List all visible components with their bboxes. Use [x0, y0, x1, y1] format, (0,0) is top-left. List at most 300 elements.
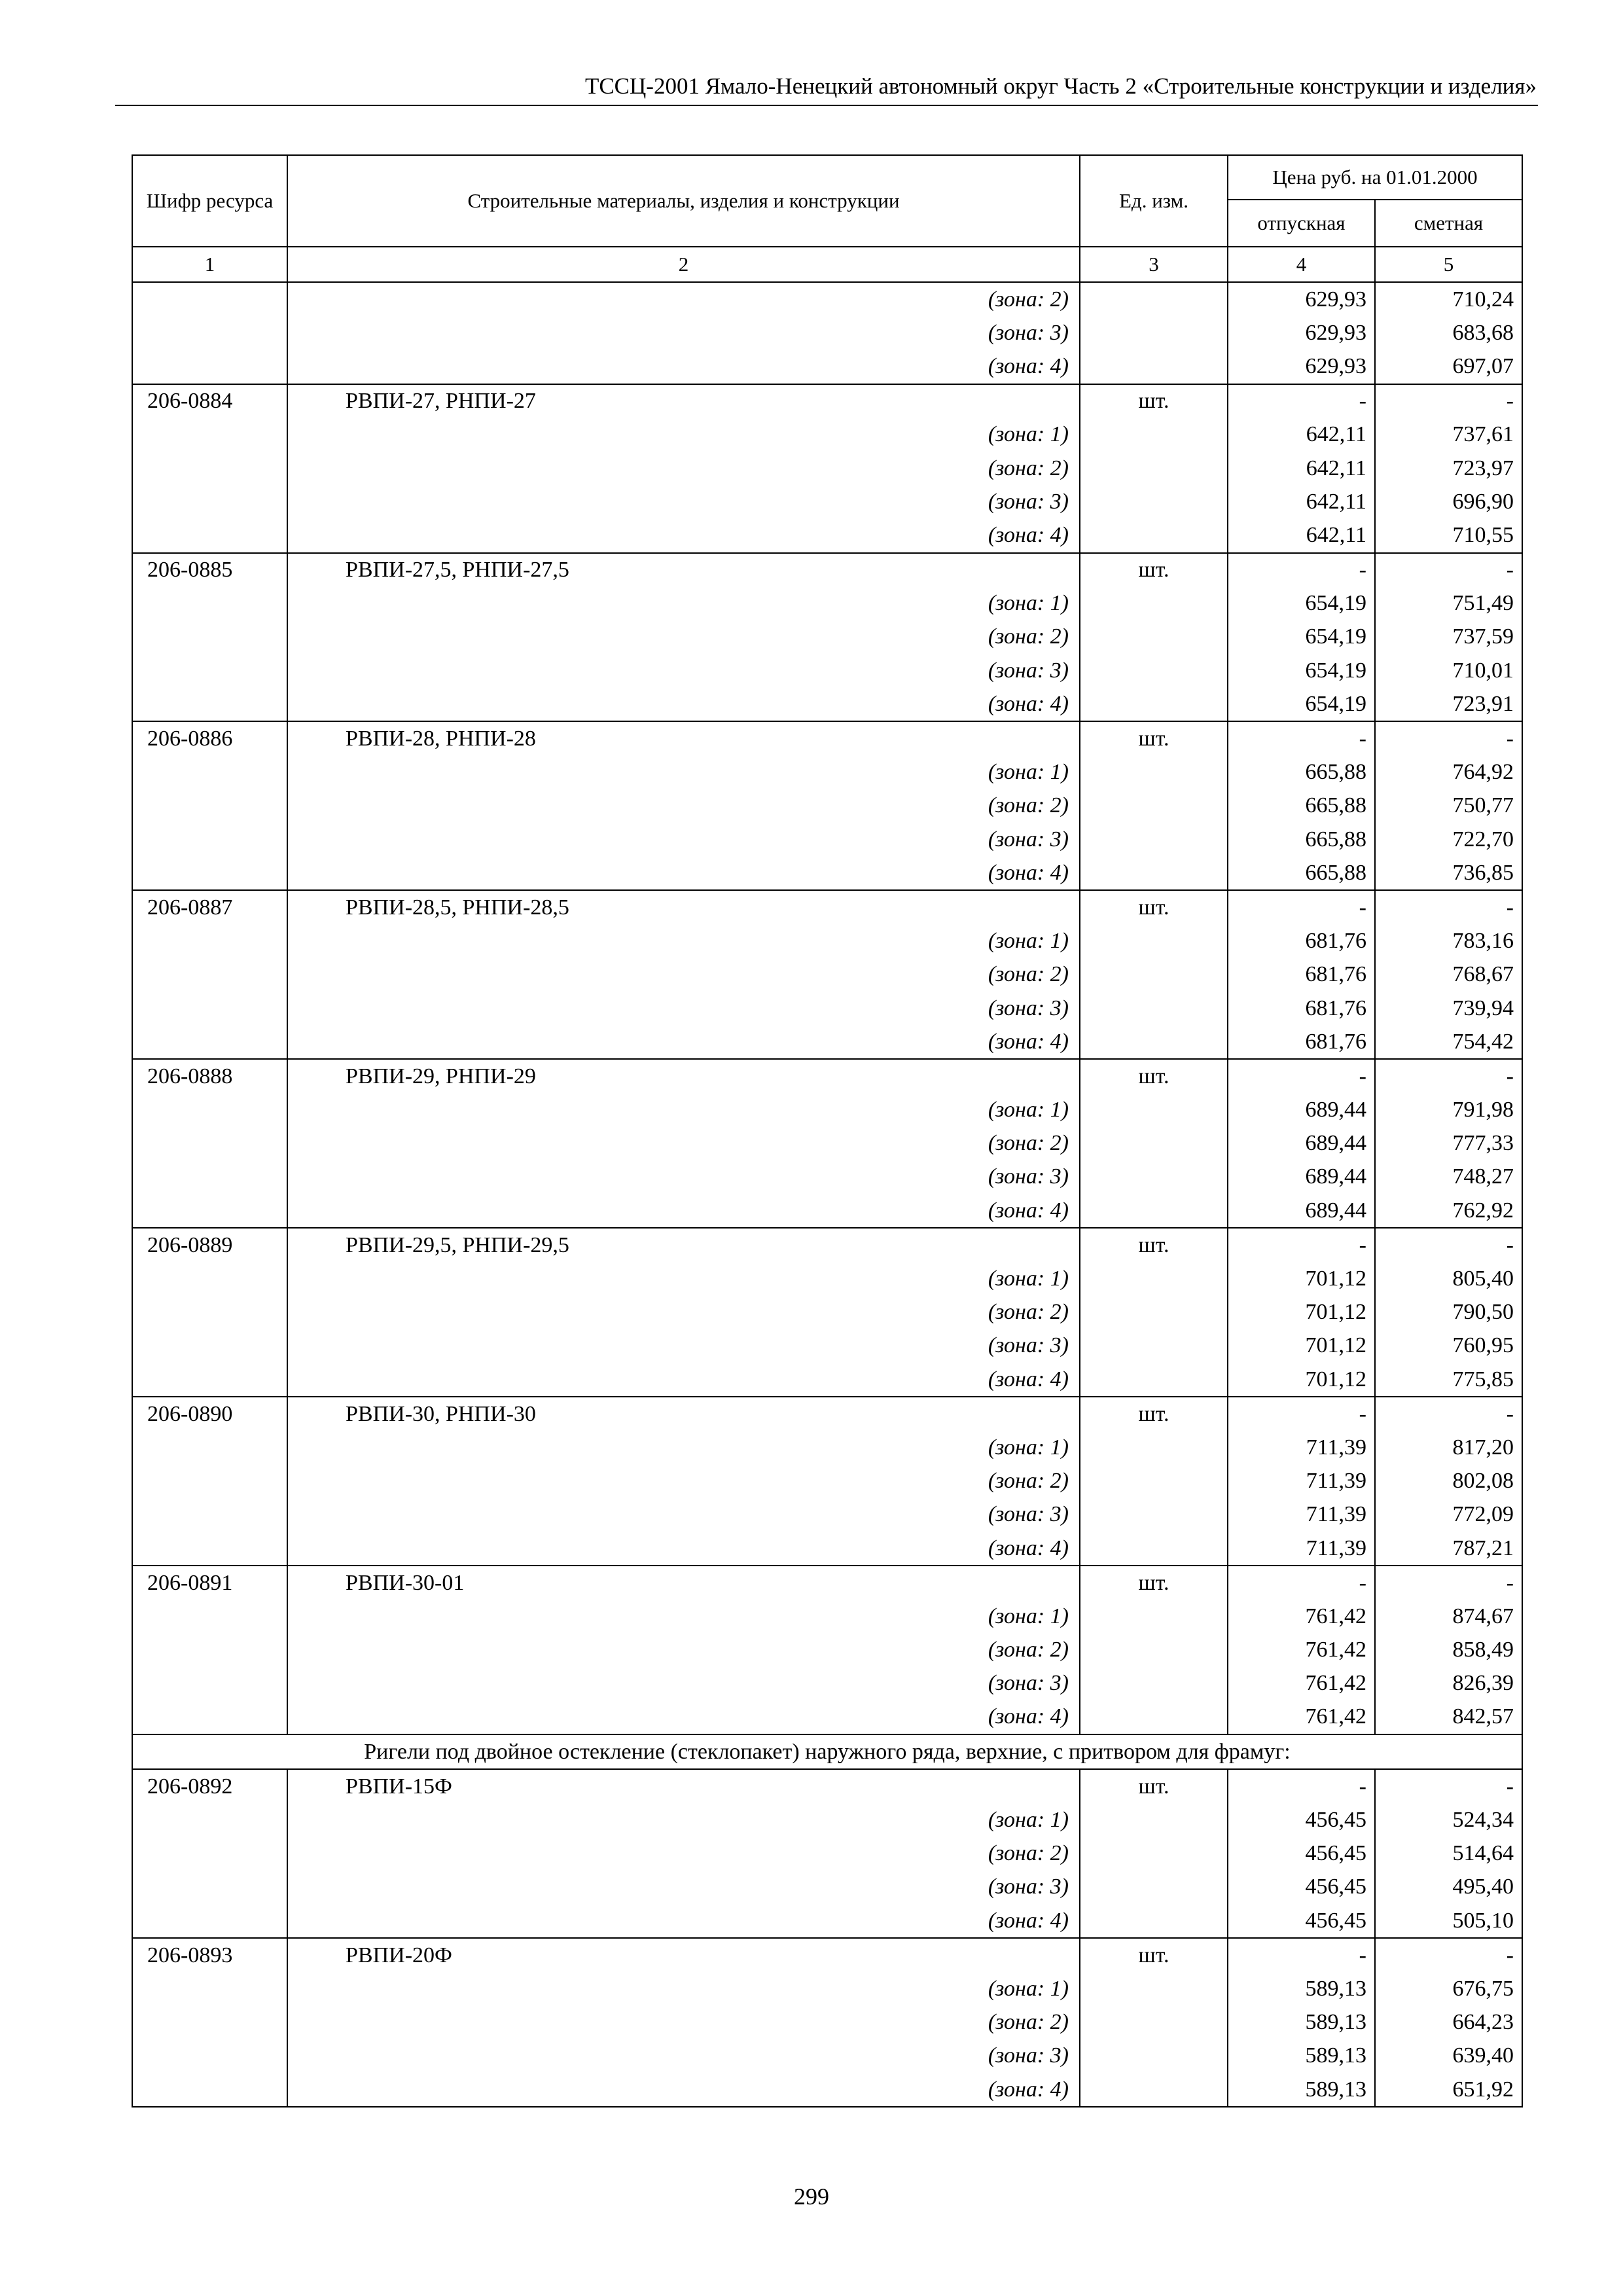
zone-row [132, 1532, 1522, 1566]
resource-row [132, 553, 1522, 587]
column-number: 1 [132, 247, 287, 282]
resource-unit [1080, 1363, 1228, 1397]
column-number: 5 [1375, 247, 1522, 282]
resource-unit: шт. [1080, 553, 1228, 587]
resource-unit [1080, 1972, 1228, 2005]
estimate-price: 722,70 [1375, 823, 1522, 856]
release-price: - [1228, 1769, 1375, 1803]
resource-code [132, 1329, 287, 1363]
release-price: 589,13 [1228, 2073, 1375, 2107]
resource-code: 206-0892 [132, 1769, 287, 1803]
resource-code: 206-0884 [132, 384, 287, 418]
price-table [132, 154, 1523, 2108]
release-price: 689,44 [1228, 1094, 1375, 1127]
resource-unit [1080, 687, 1228, 721]
resource-unit: шт. [1080, 384, 1228, 418]
estimate-price: 710,55 [1375, 518, 1522, 552]
resource-code [132, 756, 287, 789]
resource-code [132, 856, 287, 890]
estimate-price: 754,42 [1375, 1025, 1522, 1059]
estimate-price: 783,16 [1375, 925, 1522, 958]
estimate-price: 772,09 [1375, 1498, 1522, 1532]
zone-label: (зона: 3) [287, 485, 1080, 518]
zone-row [132, 1837, 1522, 1871]
resource-code [132, 992, 287, 1025]
header-unit [1080, 155, 1228, 247]
estimate-price: - [1375, 1228, 1522, 1262]
resource-code [132, 1296, 287, 1329]
zone-row [132, 1803, 1522, 1837]
resource-name: РВПИ-29, РНПИ-29 [287, 1059, 1080, 1093]
resource-unit [1080, 587, 1228, 620]
release-price: 761,42 [1228, 1634, 1375, 1667]
zone-row [132, 1025, 1522, 1059]
release-price: 711,39 [1228, 1532, 1375, 1566]
resource-code [132, 1700, 287, 1734]
estimate-price: 651,92 [1375, 2073, 1522, 2107]
release-price: 642,11 [1228, 485, 1375, 518]
header-estimate-price-label: сметная [1414, 211, 1484, 235]
zone-row [132, 823, 1522, 856]
zone-row [132, 1972, 1522, 2005]
release-price: 689,44 [1228, 1194, 1375, 1228]
resource-code: 206-0891 [132, 1566, 287, 1600]
estimate-price: 664,23 [1375, 2006, 1522, 2039]
resource-code [132, 1262, 287, 1295]
zone-label: (зона: 3) [287, 992, 1080, 1025]
estimate-price: 723,97 [1375, 452, 1522, 485]
estimate-price: 639,40 [1375, 2039, 1522, 2073]
release-price: 689,44 [1228, 1160, 1375, 1194]
zone-label: (зона: 3) [287, 1160, 1080, 1194]
zone-label: (зона: 2) [287, 2006, 1080, 2039]
release-price: 654,19 [1228, 687, 1375, 721]
resource-name: РВПИ-28,5, РНПИ-28,5 [287, 890, 1080, 924]
resource-unit [1080, 1532, 1228, 1566]
zone-label: (зона: 4) [287, 350, 1080, 384]
resource-unit [1080, 418, 1228, 452]
estimate-price: 676,75 [1375, 1972, 1522, 2005]
resource-unit [1080, 316, 1228, 350]
zone-label: (зона: 1) [287, 1262, 1080, 1295]
zone-row [132, 992, 1522, 1025]
estimate-price: 748,27 [1375, 1160, 1522, 1194]
zone-row [132, 620, 1522, 654]
resource-code [132, 1634, 287, 1667]
resource-code [132, 620, 287, 654]
header-price-group-label: Цена руб. на 01.01.2000 [1272, 166, 1478, 189]
table-body [132, 282, 1522, 2107]
zone-label: (зона: 1) [287, 1094, 1080, 1127]
resource-unit: шт. [1080, 1769, 1228, 1803]
resource-row [132, 1769, 1522, 1803]
resource-unit [1080, 1025, 1228, 1059]
resource-unit [1080, 925, 1228, 958]
zone-label: (зона: 3) [287, 316, 1080, 350]
release-price: 629,93 [1228, 282, 1375, 316]
page-number: 299 [794, 2183, 829, 2210]
header-rule [115, 105, 1538, 106]
zone-row [132, 1465, 1522, 1498]
resource-row [132, 1938, 1522, 1972]
column-number: 3 [1080, 247, 1228, 282]
release-price: 701,12 [1228, 1363, 1375, 1397]
resource-unit [1080, 1262, 1228, 1295]
resource-unit [1080, 350, 1228, 384]
resource-code [132, 418, 287, 452]
resource-unit [1080, 1160, 1228, 1194]
zone-row [132, 282, 1522, 316]
release-price: - [1228, 721, 1375, 755]
estimate-price: 495,40 [1375, 1871, 1522, 1904]
header-name-label: Строительные материалы, изделия и конструкции [467, 189, 900, 213]
zone-row [132, 485, 1522, 518]
resource-unit [1080, 1871, 1228, 1904]
resource-code [132, 1498, 287, 1532]
release-price: 761,42 [1228, 1700, 1375, 1734]
estimate-price: 737,59 [1375, 620, 1522, 654]
estimate-price: - [1375, 1566, 1522, 1600]
zone-label: (зона: 4) [287, 856, 1080, 890]
column-number: 4 [1228, 247, 1375, 282]
resource-code: 206-0888 [132, 1059, 287, 1093]
zone-row [132, 2073, 1522, 2107]
resource-code [132, 452, 287, 485]
zone-row [132, 1363, 1522, 1397]
resource-code [132, 518, 287, 552]
estimate-price: 805,40 [1375, 1262, 1522, 1295]
zone-row [132, 1634, 1522, 1667]
resource-unit [1080, 1094, 1228, 1127]
release-price: 761,42 [1228, 1667, 1375, 1700]
zone-label: (зона: 4) [287, 1363, 1080, 1397]
release-price: - [1228, 1397, 1375, 1431]
estimate-price: 710,24 [1375, 282, 1522, 316]
resource-code [132, 587, 287, 620]
release-price: 654,19 [1228, 654, 1375, 687]
zone-row [132, 1296, 1522, 1329]
resource-unit [1080, 856, 1228, 890]
estimate-price: 790,50 [1375, 1296, 1522, 1329]
resource-name: РВПИ-15Ф [287, 1769, 1080, 1803]
estimate-price: 514,64 [1375, 1837, 1522, 1871]
zone-row [132, 654, 1522, 687]
zone-label: (зона: 4) [287, 518, 1080, 552]
resource-row [132, 1397, 1522, 1431]
zone-label: (зона: 1) [287, 1803, 1080, 1837]
estimate-price: 750,77 [1375, 789, 1522, 823]
zone-label: (зона: 2) [287, 1837, 1080, 1871]
resource-unit [1080, 1904, 1228, 1938]
running-header: ТССЦ-2001 Ямало-Ненецкий автономный округ Часть 2 «Строительные конструкции и изделия» [584, 73, 1537, 99]
zone-row [132, 587, 1522, 620]
resource-code: 206-0885 [132, 553, 287, 587]
header-name [287, 155, 1080, 247]
resource-unit: шт. [1080, 1938, 1228, 1972]
release-price: 665,88 [1228, 789, 1375, 823]
table-header [132, 155, 1522, 282]
resource-unit [1080, 1600, 1228, 1633]
estimate-price: - [1375, 1397, 1522, 1431]
estimate-price: 751,49 [1375, 587, 1522, 620]
zone-label: (зона: 2) [287, 282, 1080, 316]
resource-code [132, 1667, 287, 1700]
zone-label: (зона: 4) [287, 687, 1080, 721]
resource-code: 206-0889 [132, 1228, 287, 1262]
resource-code [132, 350, 287, 384]
resource-unit: шт. [1080, 1566, 1228, 1600]
release-price: 629,93 [1228, 316, 1375, 350]
resource-name: РВПИ-27,5, РНПИ-27,5 [287, 553, 1080, 587]
resource-code [132, 1160, 287, 1194]
zone-label: (зона: 4) [287, 1025, 1080, 1059]
estimate-price: - [1375, 384, 1522, 418]
section-heading: Ригели под двойное остекление (стеклопакет) наружного ряда, верхние, с притвором для фрамуг: [132, 1734, 1522, 1769]
resource-name: РВПИ-29,5, РНПИ-29,5 [287, 1228, 1080, 1262]
resource-row [132, 1566, 1522, 1600]
resource-code [132, 1904, 287, 1938]
zone-label: (зона: 2) [287, 958, 1080, 992]
resource-code [132, 958, 287, 992]
resource-unit [1080, 654, 1228, 687]
resource-unit [1080, 1296, 1228, 1329]
resource-unit [1080, 2039, 1228, 2073]
estimate-price: 762,92 [1375, 1194, 1522, 1228]
zone-row [132, 1127, 1522, 1160]
resource-unit: шт. [1080, 1228, 1228, 1262]
zone-label: (зона: 4) [287, 1532, 1080, 1566]
release-price: 681,76 [1228, 992, 1375, 1025]
release-price: 456,45 [1228, 1837, 1375, 1871]
resource-code [132, 1025, 287, 1059]
release-price: 654,19 [1228, 587, 1375, 620]
resource-code [132, 1871, 287, 1904]
resource-code: 206-0887 [132, 890, 287, 924]
zone-label: (зона: 1) [287, 1972, 1080, 2005]
resource-row [132, 384, 1522, 418]
zone-row [132, 350, 1522, 384]
header-unit-label: Ед. изм. [1119, 189, 1188, 213]
zone-row [132, 1262, 1522, 1295]
estimate-price: 842,57 [1375, 1700, 1522, 1734]
resource-unit [1080, 452, 1228, 485]
release-price: - [1228, 1566, 1375, 1600]
estimate-price: - [1375, 1938, 1522, 1972]
resource-unit [1080, 1837, 1228, 1871]
resource-code [132, 1600, 287, 1633]
zone-label: (зона: 2) [287, 1127, 1080, 1160]
resource-unit [1080, 1700, 1228, 1734]
zone-row [132, 316, 1522, 350]
zone-label: (зона: 2) [287, 452, 1080, 485]
resource-row [132, 1228, 1522, 1262]
resource-code [132, 316, 287, 350]
header-price-group [1228, 155, 1522, 200]
resource-unit [1080, 789, 1228, 823]
zone-row [132, 1329, 1522, 1363]
resource-code [132, 823, 287, 856]
resource-unit [1080, 1634, 1228, 1667]
estimate-price: 524,34 [1375, 1803, 1522, 1837]
resource-unit [1080, 1127, 1228, 1160]
release-price: 701,12 [1228, 1329, 1375, 1363]
zone-row [132, 1194, 1522, 1228]
zone-row [132, 1160, 1522, 1194]
estimate-price: 736,85 [1375, 856, 1522, 890]
resource-unit: шт. [1080, 721, 1228, 755]
resource-name: РВПИ-30, РНПИ-30 [287, 1397, 1080, 1431]
resource-unit [1080, 518, 1228, 552]
estimate-price: 775,85 [1375, 1363, 1522, 1397]
resource-code [132, 1803, 287, 1837]
zone-label: (зона: 3) [287, 654, 1080, 687]
resource-code [132, 1363, 287, 1397]
release-price: 456,45 [1228, 1871, 1375, 1904]
zone-row [132, 856, 1522, 890]
zone-row [132, 789, 1522, 823]
estimate-price: - [1375, 553, 1522, 587]
resource-unit [1080, 1803, 1228, 1837]
release-price: 681,76 [1228, 925, 1375, 958]
estimate-price: - [1375, 721, 1522, 755]
release-price: 456,45 [1228, 1904, 1375, 1938]
zone-label: (зона: 3) [287, 823, 1080, 856]
zone-row [132, 1094, 1522, 1127]
resource-unit [1080, 1329, 1228, 1363]
zone-label: (зона: 4) [287, 1194, 1080, 1228]
resource-code: 206-0886 [132, 721, 287, 755]
resource-unit [1080, 2073, 1228, 2107]
resource-unit [1080, 1465, 1228, 1498]
resource-unit [1080, 620, 1228, 654]
resource-code [132, 1194, 287, 1228]
estimate-price: 760,95 [1375, 1329, 1522, 1363]
resource-name: РВПИ-28, РНПИ-28 [287, 721, 1080, 755]
release-price: - [1228, 384, 1375, 418]
estimate-price: 826,39 [1375, 1667, 1522, 1700]
release-price: - [1228, 553, 1375, 587]
estimate-price: 787,21 [1375, 1532, 1522, 1566]
zone-label: (зона: 1) [287, 1600, 1080, 1633]
release-price: 665,88 [1228, 756, 1375, 789]
estimate-price: 710,01 [1375, 654, 1522, 687]
resource-unit [1080, 1194, 1228, 1228]
zone-label: (зона: 1) [287, 418, 1080, 452]
estimate-price: 791,98 [1375, 1094, 1522, 1127]
zone-label: (зона: 3) [287, 1667, 1080, 1700]
release-price: 665,88 [1228, 856, 1375, 890]
release-price: 665,88 [1228, 823, 1375, 856]
estimate-price: 696,90 [1375, 485, 1522, 518]
resource-unit [1080, 756, 1228, 789]
estimate-price: 505,10 [1375, 1904, 1522, 1938]
zone-row [132, 1667, 1522, 1700]
zone-label: (зона: 1) [287, 587, 1080, 620]
zone-row [132, 418, 1522, 452]
resource-code [132, 1972, 287, 2005]
zone-row [132, 1700, 1522, 1734]
release-price: 689,44 [1228, 1127, 1375, 1160]
header-code [132, 155, 287, 247]
zone-label: (зона: 1) [287, 925, 1080, 958]
zone-row [132, 2039, 1522, 2073]
estimate-price: 817,20 [1375, 1431, 1522, 1464]
release-price: 642,11 [1228, 518, 1375, 552]
zone-row [132, 1431, 1522, 1464]
release-price: 761,42 [1228, 1600, 1375, 1633]
release-price: - [1228, 1059, 1375, 1093]
resource-unit [1080, 823, 1228, 856]
resource-unit [1080, 2006, 1228, 2039]
estimate-price: 802,08 [1375, 1465, 1522, 1498]
zone-label: (зона: 4) [287, 1700, 1080, 1734]
resource-code [132, 485, 287, 518]
estimate-price: 739,94 [1375, 992, 1522, 1025]
resource-code [132, 687, 287, 721]
resource-unit: шт. [1080, 1059, 1228, 1093]
resource-code [132, 1532, 287, 1566]
release-price: 629,93 [1228, 350, 1375, 384]
resource-code [132, 789, 287, 823]
release-price: 701,12 [1228, 1296, 1375, 1329]
zone-label: (зона: 1) [287, 756, 1080, 789]
release-price: 589,13 [1228, 2039, 1375, 2073]
zone-row [132, 518, 1522, 552]
zone-row [132, 687, 1522, 721]
zone-label: (зона: 1) [287, 1431, 1080, 1464]
resource-name: РВПИ-30-01 [287, 1566, 1080, 1600]
resource-unit [1080, 958, 1228, 992]
column-number: 2 [287, 247, 1080, 282]
estimate-price: - [1375, 890, 1522, 924]
header-release-price [1228, 200, 1375, 247]
zone-row [132, 925, 1522, 958]
resource-code [132, 1465, 287, 1498]
header-release-price-label: отпускная [1257, 211, 1346, 235]
zone-label: (зона: 4) [287, 1904, 1080, 1938]
zone-row [132, 1904, 1522, 1938]
resource-code [132, 1094, 287, 1127]
estimate-price: 737,61 [1375, 418, 1522, 452]
estimate-price: - [1375, 1769, 1522, 1803]
release-price: 711,39 [1228, 1498, 1375, 1532]
zone-label: (зона: 2) [287, 789, 1080, 823]
zone-row [132, 756, 1522, 789]
resource-code: 206-0893 [132, 1938, 287, 1972]
resource-code [132, 282, 287, 316]
release-price: 642,11 [1228, 418, 1375, 452]
resource-code [132, 2006, 287, 2039]
release-price: - [1228, 1228, 1375, 1262]
resource-code [132, 2073, 287, 2107]
estimate-price: 777,33 [1375, 1127, 1522, 1160]
zone-label: (зона: 3) [287, 1498, 1080, 1532]
estimate-price: 697,07 [1375, 350, 1522, 384]
resource-unit [1080, 485, 1228, 518]
release-price: 589,13 [1228, 1972, 1375, 2005]
resource-code [132, 654, 287, 687]
section-heading-row [132, 1734, 1522, 1769]
resource-unit [1080, 992, 1228, 1025]
resource-unit: шт. [1080, 1397, 1228, 1431]
estimate-price: 764,92 [1375, 756, 1522, 789]
release-price: 642,11 [1228, 452, 1375, 485]
release-price: - [1228, 890, 1375, 924]
estimate-price: 858,49 [1375, 1634, 1522, 1667]
zone-label: (зона: 4) [287, 2073, 1080, 2107]
zone-label: (зона: 3) [287, 1871, 1080, 1904]
zone-label: (зона: 2) [287, 620, 1080, 654]
